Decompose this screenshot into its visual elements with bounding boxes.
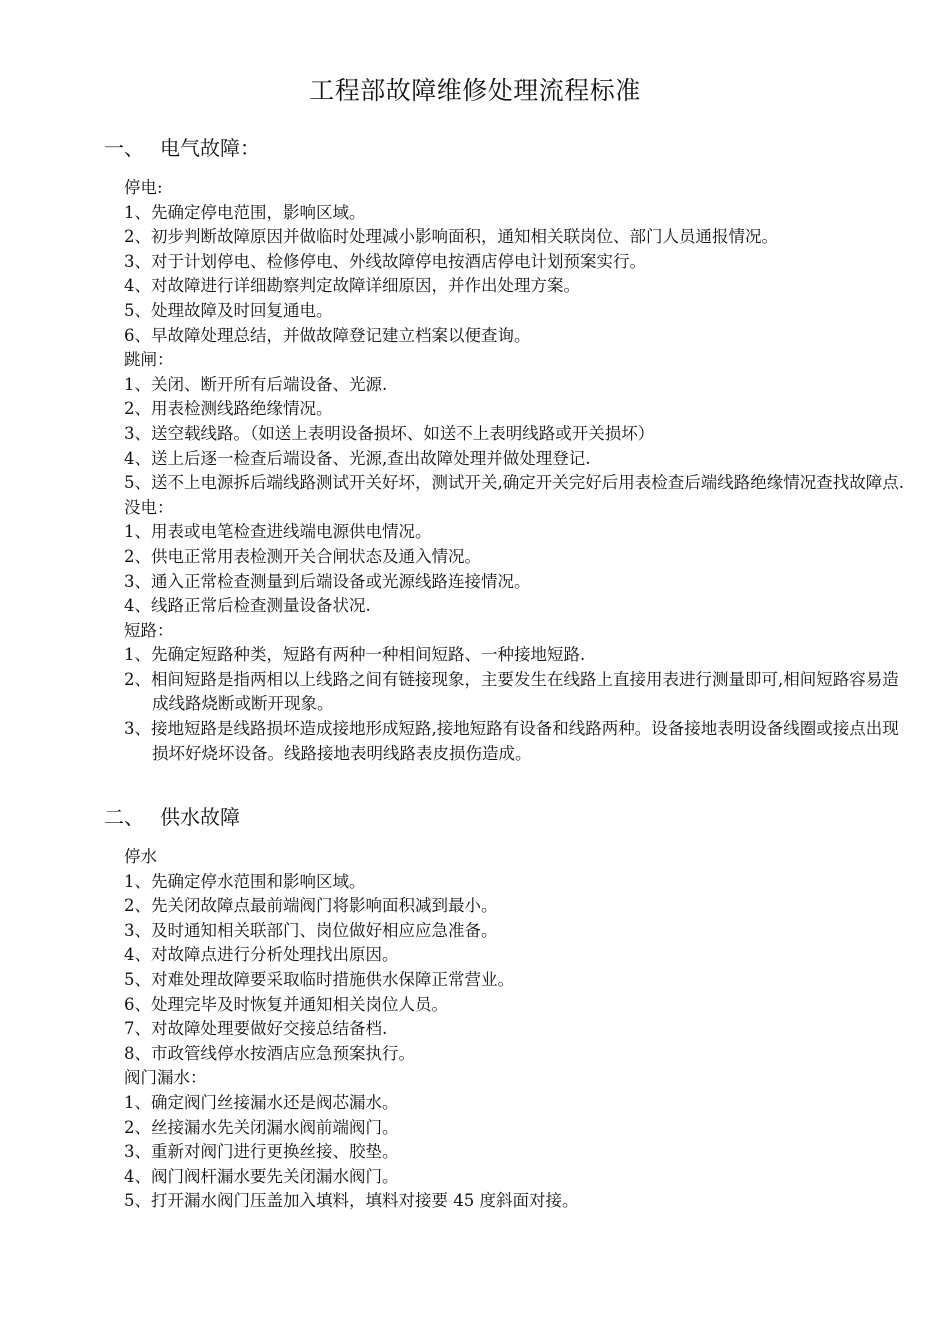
group-label: 停电:	[124, 178, 163, 197]
list-item: 5、对难处理故障要采取临时措施供水保障正常营业。	[124, 969, 514, 989]
list-item: 4、线路正常后检查测量设备状况.	[124, 596, 371, 616]
list-item: 4、送上后逐一检查后端设备、光源,查出故障处理并做处理登记.	[124, 448, 591, 468]
group-short-circuit	[104, 619, 910, 767]
list-item: 1、关闭、断开所有后端设备、光源.	[124, 374, 388, 394]
list-item: 2、用表检测线路绝缘情况。	[124, 399, 333, 419]
section-electrical-faults	[104, 134, 910, 766]
group-label: 跳闸：	[124, 350, 174, 370]
list-item: 6、处理完毕及时恢复并通知相关岗位人员。	[124, 994, 448, 1014]
list-item: 3、通入正常检查测量到后端设备或光源线路连接情况。	[124, 571, 531, 591]
list-item: 3、对于计划停电、检修停电、外线故障停电按酒店停电计划预案实行。	[124, 251, 646, 271]
section-heading	[104, 134, 910, 162]
group-power-outage	[104, 176, 910, 348]
section-heading	[104, 803, 910, 831]
group-water-outage	[104, 845, 910, 1066]
list-item: 3、及时通知相关联部门、岗位做好相应应急准备。	[124, 920, 498, 940]
list-item: 5、处理故障及时回复通电。	[124, 300, 333, 320]
list-item: 4、对故障进行详细勘察判定故障详细原因，并作出处理方案。	[124, 276, 580, 296]
section-title: 供水故障	[160, 805, 240, 829]
list-item: 1、确定阀门丝接漏水还是阀芯漏水。	[124, 1092, 399, 1112]
group-label: 停水	[124, 847, 157, 866]
list-item: 7、对故障处理要做好交接总结备档.	[124, 1019, 388, 1039]
section-water-supply-faults	[104, 803, 910, 1214]
section-title: 电气故障：	[160, 136, 260, 160]
group-no-power	[104, 496, 910, 619]
list-item: 3、重新对阀门进行更换丝接、胶垫。	[124, 1142, 399, 1162]
list-item: 5、打开漏水阀门压盖加入填料，填料对接要 45 度斜面对接。	[124, 1191, 579, 1211]
list-item: 3、送空载线路。（如送上表明设备损坏、如送不上表明线路或开关损坏）	[124, 423, 655, 443]
document-title: 工程部故障维修处理流程标准	[309, 76, 641, 105]
group-label: 没电：	[124, 497, 174, 517]
list-item: 2、丝接漏水先关闭漏水阀前端阀门。	[124, 1117, 399, 1137]
list-item: 2、相间短路是指两相以上线路之间有链接现象，主要发生在线路上直接用表进行测量即可,相间短路容易造成线路烧断或断开现象。	[124, 669, 899, 714]
list-item: 3、接地短路是线路损坏造成接地形成短路,接地短路有设备和线路两种。设备接地表明设备线圈或接点出现损坏好烧坏设备。线路接地表明线路表皮损伤造成。	[124, 719, 899, 763]
list-item: 2、供电正常用表检测开关合闸状态及通入情况。	[124, 546, 481, 566]
section-number: 一、	[104, 136, 144, 160]
list-item: 1、用表或电笔检查进线端电源供电情况。	[124, 522, 432, 542]
list-item: 2、先关闭故障点最前端阀门将影响面积减到最小。	[124, 896, 498, 916]
group-label: 阀门漏水：	[124, 1068, 207, 1088]
list-item: 2、初步判断故障原因并做临时处理减小影响面积，通知相关联岗位、部门人员通报情况。	[124, 227, 778, 247]
group-breaker-trip	[104, 348, 910, 496]
group-label: 短路：	[124, 620, 174, 640]
list-item: 1、先确定停电范围，影响区域。	[124, 202, 366, 222]
list-item: 4、对故障点进行分析处理找出原因。	[124, 945, 399, 965]
list-item: 5、送不上电源拆后端线路测试开关好坏，测试开关,确定开关完好后用表检查后端线路绝缘情况查找故障点.	[124, 473, 904, 493]
section-body	[104, 176, 910, 766]
section-body	[104, 845, 910, 1214]
section-number: 二、	[104, 805, 144, 829]
list-item: 6、早故障处理总结，并做故障登记建立档案以便查询。	[124, 325, 531, 345]
list-item: 1、先确定停水范围和影响区域。	[124, 871, 366, 891]
list-item: 1、先确定短路种类，短路有两种一种相间短路、一种接地短路.	[124, 645, 586, 665]
group-valve-leak	[104, 1066, 910, 1214]
list-item: 4、阀门阀杆漏水要先关闭漏水阀门。	[124, 1166, 399, 1186]
list-item: 8、市政管线停水按酒店应急预案执行。	[124, 1043, 415, 1063]
